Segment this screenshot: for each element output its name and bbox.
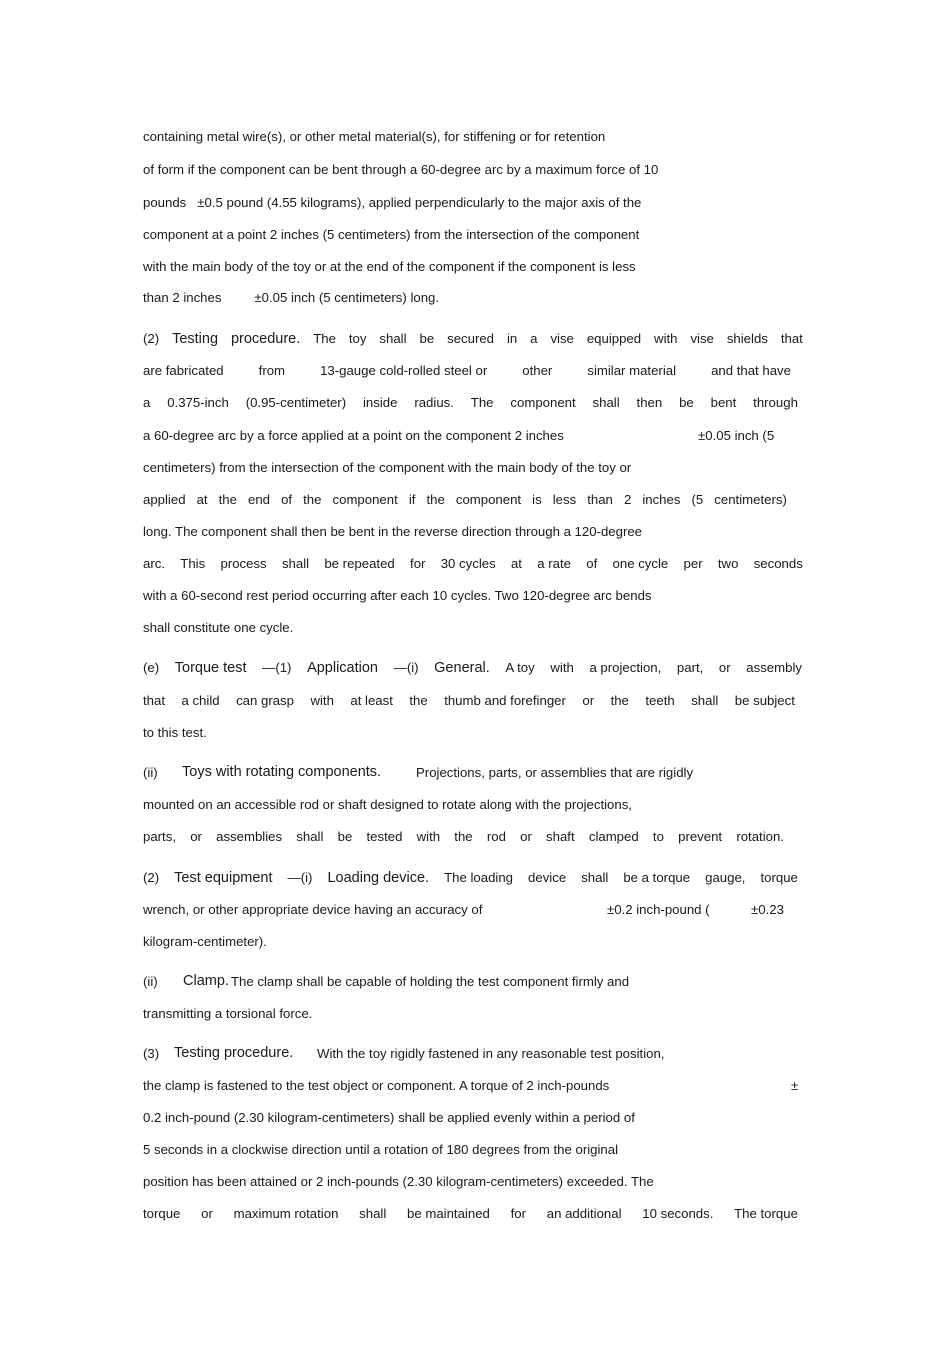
text-line-justified: (e) Torque test —(1) Application —(i) General. A toy with a projection, part, or assembly <box>143 660 802 676</box>
text-line-fragment: ±0.2 inch-pound ( <box>607 902 710 917</box>
text-line: Projections, parts, or assemblies that are rigidly <box>416 765 694 780</box>
text-line: component at a point 2 inches (5 centimeters) from the intersection of the component <box>143 227 640 242</box>
text-line: long. The component shall then be bent in the reverse direction through a 120-degree <box>143 524 643 539</box>
text-line-justified: a 0.375-inch (0.95-centimeter) inside radius. The component shall then be bent through <box>143 395 798 410</box>
text-line: With the toy rigidly fastened in any reasonable test position, <box>317 1046 665 1061</box>
text-line-fragment: ±0.23 <box>751 902 784 917</box>
text-line-justified: torque or maximum rotation shall be maintained for an additional 10 seconds. The torque <box>143 1206 798 1221</box>
text-line: 5 seconds in a clockwise direction until a rotation of 180 degrees from the original <box>143 1142 619 1157</box>
text-line: of form if the component can be bent through a 60-degree arc by a maximum force of 10 <box>143 162 659 177</box>
text-line: 0.2 inch-pound (2.30 kilogram-centimeters) shall be applied evenly within a period of <box>143 1110 635 1125</box>
text-line-label: (ii) <box>143 765 158 780</box>
section-heading: Toys with rotating components. <box>182 764 382 780</box>
text-line: with a 60-second rest period occurring after each 10 cycles. Two 120-degree arc bends <box>143 588 652 603</box>
text-line-justified: that a child can grasp with at least the thumb and forefinger or the teeth shall be subject <box>143 693 795 708</box>
text-line-label: (ii) <box>143 974 158 989</box>
text-line-label: (3) <box>143 1046 160 1061</box>
text-line: The clamp shall be capable of holding the test component firmly and <box>231 974 630 989</box>
text-line: with the main body of the toy or at the end of the component if the component is less <box>143 259 636 274</box>
text-line: pounds ±0.5 pound (4.55 kilograms), applied perpendicularly to the major axis of the <box>143 195 642 210</box>
text-line: to this test. <box>143 725 207 740</box>
text-line: position has been attained or 2 inch-pounds (2.30 kilogram-centimeters) exceeded. The <box>143 1174 654 1189</box>
text-line: the clamp is fastened to the test object or component. A torque of 2 inch-pounds <box>143 1078 610 1093</box>
text-line: kilogram-centimeter). <box>143 934 267 949</box>
section-heading: Clamp. <box>183 973 229 989</box>
text-line-fragment: ± <box>791 1078 799 1093</box>
text-line: wrench, or other appropriate device having an accuracy of <box>143 902 483 917</box>
text-line-justified: are fabricated from 13-gauge cold-rolled steel or other similar material and that have <box>143 363 791 378</box>
text-line-justified: applied at the end of the component if the component is less than 2 inches (5 centimeters) <box>143 492 787 507</box>
text-line: containing metal wire(s), or other metal material(s), for stiffening or for retention <box>143 129 606 144</box>
text-line: than 2 inches ±0.05 inch (5 centimeters) long. <box>143 290 440 305</box>
text-line: mounted on an accessible rod or shaft designed to rotate along with the projections, <box>143 797 632 812</box>
text-line: transmitting a torsional force. <box>143 1006 313 1021</box>
text-line: a 60-degree arc by a force applied at a point on the component 2 inches <box>143 428 564 443</box>
text-line-fragment: ±0.05 inch (5 <box>698 428 775 443</box>
text-line: shall constitute one cycle. <box>143 620 294 635</box>
text-line-justified: arc. This process shall be repeated for 30 cycles at a rate of one cycle per two seconds <box>143 556 803 571</box>
text-line-justified: (2) Test equipment —(i) Loading device. The loading device shall be a torque gauge, torque <box>143 870 798 886</box>
section-heading: Testing procedure. <box>174 1045 294 1061</box>
text-line-justified: (2) Testing procedure. The toy shall be secured in a vise equipped with vise shields that <box>143 331 803 347</box>
text-line: centimeters) from the intersection of the component with the main body of the toy or <box>143 460 632 475</box>
text-line-justified: parts, or assemblies shall be tested with the rod or shaft clamped to prevent rotation. <box>143 829 784 844</box>
